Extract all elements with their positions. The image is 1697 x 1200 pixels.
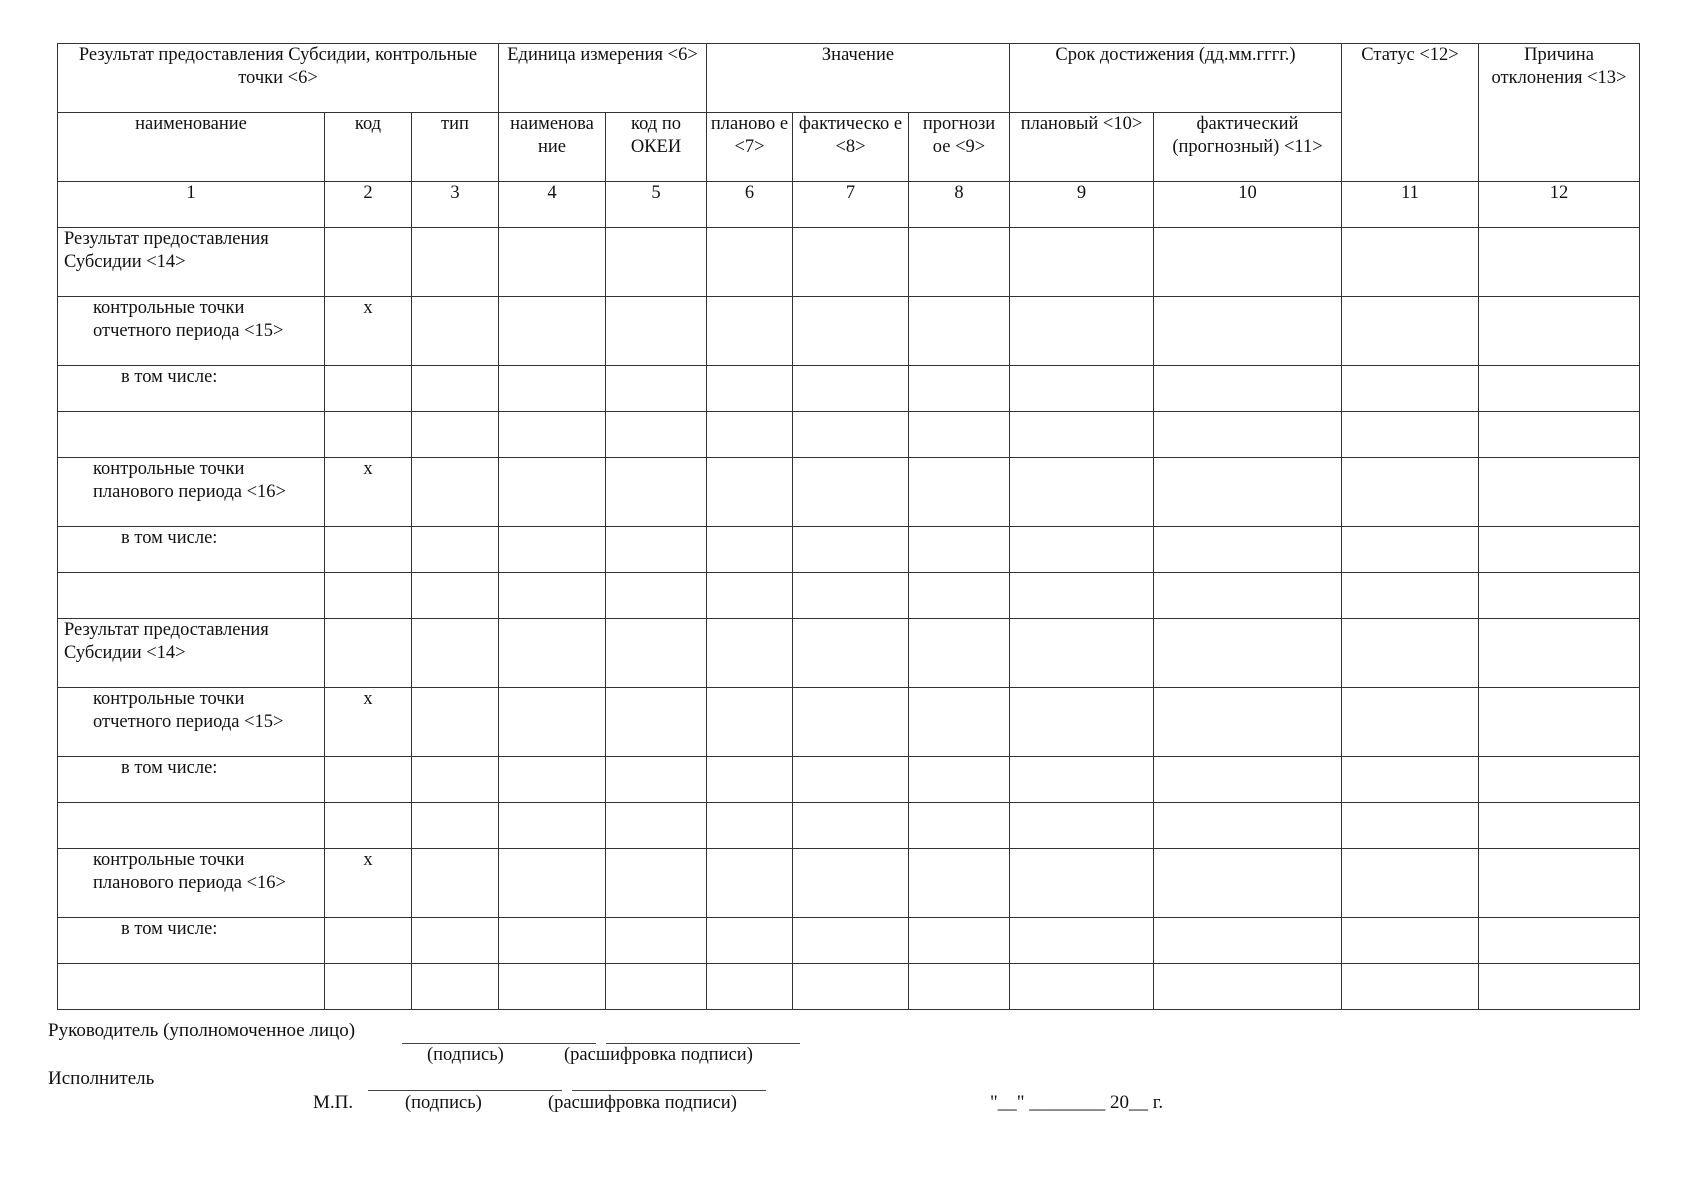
row-cell[interactable] [793,458,909,527]
row-cell[interactable] [909,458,1010,527]
row-cell[interactable] [793,964,909,1010]
column-number: 5 [606,182,707,228]
column-number: 4 [499,182,606,228]
table-row [58,366,1640,412]
row-cell[interactable] [1479,757,1640,803]
row-cell[interactable] [412,803,499,849]
row-cell[interactable] [499,412,606,458]
header-type: тип [412,113,499,182]
row-cell[interactable] [1342,366,1479,412]
column-number: 10 [1154,182,1342,228]
row-cell[interactable] [1010,527,1154,573]
row-cell[interactable] [909,573,1010,619]
row-cell[interactable] [1342,527,1479,573]
row-cell[interactable] [909,918,1010,964]
row-cell[interactable] [793,849,909,918]
row-cell[interactable] [499,527,606,573]
row-cell[interactable] [793,619,909,688]
row-cell[interactable] [606,366,707,412]
table-row [58,619,1640,688]
row-cell[interactable] [909,964,1010,1010]
row-cell[interactable] [499,297,606,366]
table-row [58,297,1640,366]
row-cell[interactable] [1010,366,1154,412]
row-code-cell[interactable] [325,918,412,964]
row-cell[interactable] [1479,366,1640,412]
row-cell[interactable] [412,297,499,366]
header-unit-name: наименова ние [499,113,606,182]
head-decoding-line[interactable] [606,1043,800,1044]
row-cell[interactable] [606,688,707,757]
row-code-cell[interactable] [325,366,412,412]
table-row [58,688,1640,757]
head-signature-line[interactable] [402,1043,596,1044]
row-cell[interactable] [707,918,793,964]
column-numbers-row [58,182,1640,228]
row-cell[interactable] [1010,688,1154,757]
row-cell[interactable] [1010,228,1154,297]
row-name-cell[interactable]: в том числе: [58,918,325,964]
head-decoding-caption: (расшифровка подписи) [564,1045,753,1065]
row-cell[interactable] [793,228,909,297]
row-cell[interactable] [412,619,499,688]
row-cell[interactable] [909,849,1010,918]
row-cell[interactable] [1479,849,1640,918]
row-cell[interactable] [1479,803,1640,849]
table-row [58,412,1640,458]
row-cell[interactable] [412,412,499,458]
row-cell[interactable] [707,964,793,1010]
table-row [58,527,1640,573]
row-cell[interactable] [793,757,909,803]
row-cell[interactable] [606,619,707,688]
row-cell[interactable] [1479,573,1640,619]
header-okei: код по ОКЕИ [606,113,707,182]
row-name-cell[interactable]: контрольные точки отчетного периода <15> [58,688,325,757]
row-name-cell[interactable] [58,964,325,1010]
header-deadline-actual: фактический (прогнозный) <11> [1154,113,1342,182]
row-code-cell[interactable] [325,619,412,688]
row-cell[interactable] [793,803,909,849]
row-cell[interactable] [1342,412,1479,458]
row-cell[interactable] [1154,573,1342,619]
table-row [58,964,1640,1010]
row-code-cell[interactable] [325,573,412,619]
table-row [58,918,1640,964]
executor-label: Исполнитель [48,1068,155,1089]
row-cell[interactable] [1342,228,1479,297]
row-name-cell[interactable]: контрольные точки планового периода <16> [58,849,325,918]
column-number: 11 [1342,182,1479,228]
row-code-cell[interactable] [325,412,412,458]
row-cell[interactable] [1342,297,1479,366]
row-cell[interactable] [412,527,499,573]
row-cell[interactable] [707,527,793,573]
row-cell[interactable] [793,412,909,458]
row-cell[interactable] [1342,849,1479,918]
row-cell[interactable] [499,803,606,849]
row-cell[interactable] [1010,412,1154,458]
row-cell[interactable] [412,366,499,412]
column-number: 6 [707,182,793,228]
header-unit: Единица измерения <6> [499,44,707,113]
header-value: Значение [707,44,1010,113]
row-cell[interactable] [1010,757,1154,803]
row-code-cell[interactable] [325,803,412,849]
row-cell[interactable] [499,366,606,412]
executor-signature-line[interactable] [368,1090,562,1091]
row-cell[interactable] [909,228,1010,297]
row-cell[interactable] [793,918,909,964]
row-cell[interactable] [793,573,909,619]
row-cell[interactable] [412,458,499,527]
row-name-cell[interactable] [58,412,325,458]
date-field: "__" ________ 20__ г. [990,1092,1164,1113]
row-cell[interactable] [412,688,499,757]
row-cell[interactable] [1154,366,1342,412]
table-row [58,458,1640,527]
row-cell[interactable] [1154,458,1342,527]
header-forecast: прогнози ое <9> [909,113,1010,182]
row-cell[interactable] [909,366,1010,412]
row-cell[interactable] [499,573,606,619]
table-row [58,573,1640,619]
row-cell[interactable] [1154,849,1342,918]
row-cell[interactable] [707,757,793,803]
row-cell[interactable] [499,228,606,297]
header-status: Статус <12> [1342,44,1479,182]
row-cell[interactable] [909,803,1010,849]
row-code-cell[interactable]: x [325,849,412,918]
row-cell[interactable] [1154,527,1342,573]
row-cell[interactable] [707,412,793,458]
row-cell[interactable] [1010,619,1154,688]
header-result: Результат предоставления Субсидии, контрольные точки <6> [58,44,499,113]
row-cell[interactable] [707,803,793,849]
row-code-cell[interactable] [325,228,412,297]
row-name-cell[interactable]: в том числе: [58,527,325,573]
row-cell[interactable] [793,366,909,412]
table-row [58,228,1640,297]
row-code-cell[interactable] [325,527,412,573]
row-code-cell[interactable]: x [325,688,412,757]
row-cell[interactable] [606,757,707,803]
row-cell[interactable] [606,527,707,573]
column-number: 12 [1479,182,1640,228]
row-cell[interactable] [499,757,606,803]
stamp-label: М.П. [313,1092,354,1113]
header-actual: фактическо е <8> [793,113,909,182]
row-cell[interactable] [1010,297,1154,366]
row-cell[interactable] [707,849,793,918]
row-cell[interactable] [1342,803,1479,849]
row-name-cell[interactable]: контрольные точки планового периода <16> [58,458,325,527]
executor-signature-caption: (подпись) [405,1093,482,1113]
row-cell[interactable] [499,918,606,964]
row-cell[interactable] [412,228,499,297]
row-cell[interactable] [606,964,707,1010]
head-signature-caption: (подпись) [427,1045,504,1065]
row-cell[interactable] [707,619,793,688]
row-cell[interactable] [1154,297,1342,366]
header-code: код [325,113,412,182]
row-code-cell[interactable] [325,757,412,803]
row-cell[interactable] [1342,573,1479,619]
row-cell[interactable] [793,297,909,366]
column-number: 1 [58,182,325,228]
column-number: 8 [909,182,1010,228]
row-cell[interactable] [499,458,606,527]
header-deadline-planned: плановый <10> [1010,113,1154,182]
row-cell[interactable] [1010,458,1154,527]
header-row-groups [58,44,1640,113]
row-name-cell[interactable]: Результат предоставления Субсидии <14> [58,619,325,688]
row-cell[interactable] [499,619,606,688]
row-cell[interactable] [1479,412,1640,458]
row-name-cell[interactable] [58,573,325,619]
row-cell[interactable] [1342,964,1479,1010]
table-body [58,228,1640,1010]
table-row [58,757,1640,803]
row-cell[interactable] [707,228,793,297]
row-cell[interactable] [606,228,707,297]
row-cell[interactable] [606,573,707,619]
row-cell[interactable] [1154,964,1342,1010]
column-number: 3 [412,182,499,228]
row-cell[interactable] [793,527,909,573]
row-cell[interactable] [1479,688,1640,757]
row-cell[interactable] [412,757,499,803]
row-cell[interactable] [707,297,793,366]
row-cell[interactable] [1479,297,1640,366]
row-cell[interactable] [1479,228,1640,297]
row-name-cell[interactable]: контрольные точки отчетного периода <15> [58,297,325,366]
row-cell[interactable] [1342,619,1479,688]
row-cell[interactable] [909,297,1010,366]
row-cell[interactable] [793,688,909,757]
row-cell[interactable] [1154,688,1342,757]
row-cell[interactable] [412,573,499,619]
header-name: наименование [58,113,325,182]
row-cell[interactable] [707,458,793,527]
column-number: 9 [1010,182,1154,228]
report-table [57,43,1640,1010]
row-cell[interactable] [1479,458,1640,527]
row-name-cell[interactable] [58,803,325,849]
row-name-cell[interactable]: в том числе: [58,366,325,412]
row-cell[interactable] [1479,619,1640,688]
row-cell[interactable] [1010,803,1154,849]
row-cell[interactable] [1154,918,1342,964]
row-cell[interactable] [1154,412,1342,458]
row-cell[interactable] [1342,918,1479,964]
header-planned: планово е <7> [707,113,793,182]
row-cell[interactable] [909,688,1010,757]
row-cell[interactable] [412,918,499,964]
column-number: 2 [325,182,412,228]
row-cell[interactable] [1154,803,1342,849]
row-cell[interactable] [499,964,606,1010]
row-cell[interactable] [1010,918,1154,964]
row-cell[interactable] [606,297,707,366]
column-number: 7 [793,182,909,228]
table-row [58,849,1640,918]
header-reason: Причина отклонения <13> [1479,44,1640,182]
row-cell[interactable] [499,849,606,918]
row-cell[interactable] [909,619,1010,688]
row-cell[interactable] [1010,964,1154,1010]
row-cell[interactable] [707,366,793,412]
executor-decoding-caption: (расшифровка подписи) [548,1093,737,1113]
head-label: Руководитель (уполномоченное лицо) [48,1020,356,1041]
row-cell[interactable] [606,803,707,849]
row-cell[interactable] [707,688,793,757]
row-cell[interactable] [606,458,707,527]
row-cell[interactable] [707,573,793,619]
row-cell[interactable] [1479,527,1640,573]
row-cell[interactable] [1479,964,1640,1010]
row-cell[interactable] [606,918,707,964]
row-cell[interactable] [1010,573,1154,619]
row-cell[interactable] [1342,688,1479,757]
row-code-cell[interactable]: x [325,297,412,366]
row-code-cell[interactable] [325,964,412,1010]
row-cell[interactable] [412,849,499,918]
header-deadline: Срок достижения (дд.мм.гггг.) [1010,44,1342,113]
row-cell[interactable] [909,757,1010,803]
row-cell[interactable] [1342,458,1479,527]
row-cell[interactable] [412,964,499,1010]
row-cell[interactable] [1010,849,1154,918]
row-cell[interactable] [909,527,1010,573]
row-name-cell[interactable]: в том числе: [58,757,325,803]
row-name-cell[interactable]: Результат предоставления Субсидии <14> [58,228,325,297]
row-code-cell[interactable]: x [325,458,412,527]
row-cell[interactable] [1154,228,1342,297]
row-cell[interactable] [499,688,606,757]
row-cell[interactable] [1154,757,1342,803]
row-cell[interactable] [909,412,1010,458]
row-cell[interactable] [606,849,707,918]
table-row [58,803,1640,849]
row-cell[interactable] [1342,757,1479,803]
executor-decoding-line[interactable] [572,1090,766,1091]
row-cell[interactable] [606,412,707,458]
row-cell[interactable] [1154,619,1342,688]
row-cell[interactable] [1479,918,1640,964]
